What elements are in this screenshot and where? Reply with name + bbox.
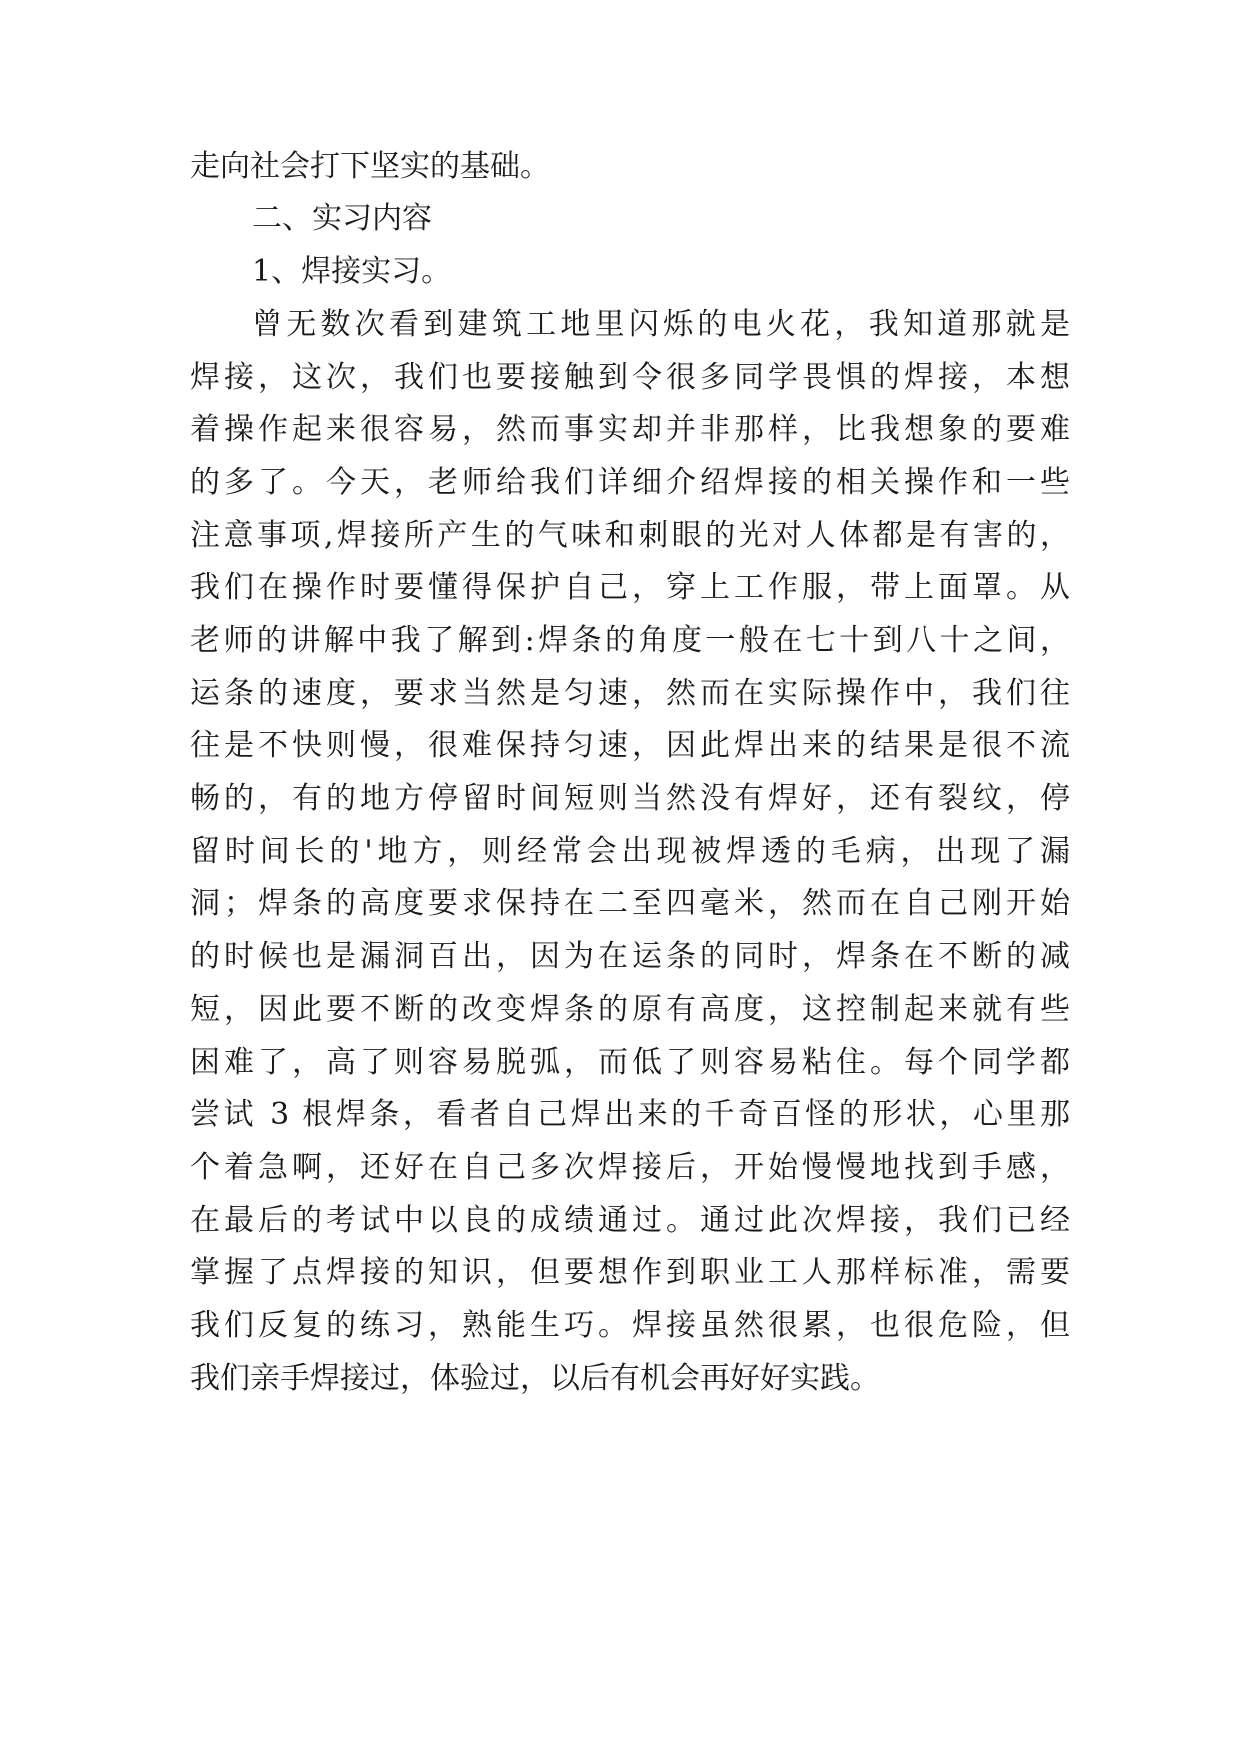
paragraph-line-13: 的时候也是漏洞百出，因为在运条的同时，焊条在不断的减: [190, 939, 1070, 974]
paragraph-line-19: 掌握了点焊接的知识，但要想作到职业工人那样标准，需要: [190, 1255, 1070, 1290]
paragraph-line-6: 我们在操作时要懂得保护自己，穿上工作服，带上面罩。从: [190, 570, 1070, 605]
subsection-heading: 1、焊接实习。: [252, 254, 452, 289]
paragraph-line-18: 在最后的考试中以良的成绩通过。通过此次焊接，我们已经: [190, 1203, 1070, 1238]
text-line-1: 走向社会打下坚实的基础。: [190, 149, 550, 184]
paragraph-line-10: 畅的，有的地方停留时间短则当然没有焊好，还有裂纹，停: [190, 781, 1070, 816]
paragraph-line-2: 焊接，这次，我们也要接触到令很多同学畏惧的焊接，本想: [190, 360, 1070, 395]
paragraph-line-17: 个着急啊，还好在自己多次焊接后，开始慢慢地找到手感，: [190, 1150, 1070, 1185]
paragraph-line-1: 曾无数次看到建筑工地里闪烁的电火花，我知道那就是: [252, 307, 1070, 342]
paragraph-line-20: 我们反复的练习，熟能生巧。焊接虽然很累，也很危险，但: [190, 1308, 1070, 1343]
paragraph-line-8: 运条的速度，要求当然是匀速，然而在实际操作中，我们往: [190, 676, 1070, 711]
paragraph-line-11: 留时间长的'地方，则经常会出现被焊透的毛病，出现了漏: [190, 834, 1070, 869]
paragraph-line-12: 洞；焊条的高度要求保持在二至四毫米，然而在自己刚开始: [190, 886, 1070, 921]
paragraph-line-16: 尝试 3 根焊条，看者自己焊出来的千奇百怪的形状，心里那: [190, 1097, 1070, 1132]
section-heading: 二、实习内容: [252, 201, 432, 236]
paragraph-line-9: 往是不快则慢，很难保持匀速，因此焊出来的结果是很不流: [190, 728, 1070, 763]
paragraph-line-21: 我们亲手焊接过，体验过，以后有机会再好好实践。: [190, 1361, 880, 1396]
paragraph-line-14: 短，因此要不断的改变焊条的原有高度，这控制起来就有些: [190, 992, 1070, 1027]
paragraph-line-7: 老师的讲解中我了解到:焊条的角度一般在七十到八十之间，: [190, 623, 1070, 658]
paragraph-line-5: 注意事项,焊接所产生的气味和刺眼的光对人体都是有害的，: [190, 518, 1070, 553]
paragraph-line-3: 着操作起来很容易，然而事实却并非那样，比我想象的要难: [190, 412, 1070, 447]
paragraph-line-15: 困难了，高了则容易脱弧，而低了则容易粘住。每个同学都: [190, 1045, 1070, 1080]
paragraph-line-4: 的多了。今天，老师给我们详细介绍焊接的相关操作和一些: [190, 465, 1070, 500]
